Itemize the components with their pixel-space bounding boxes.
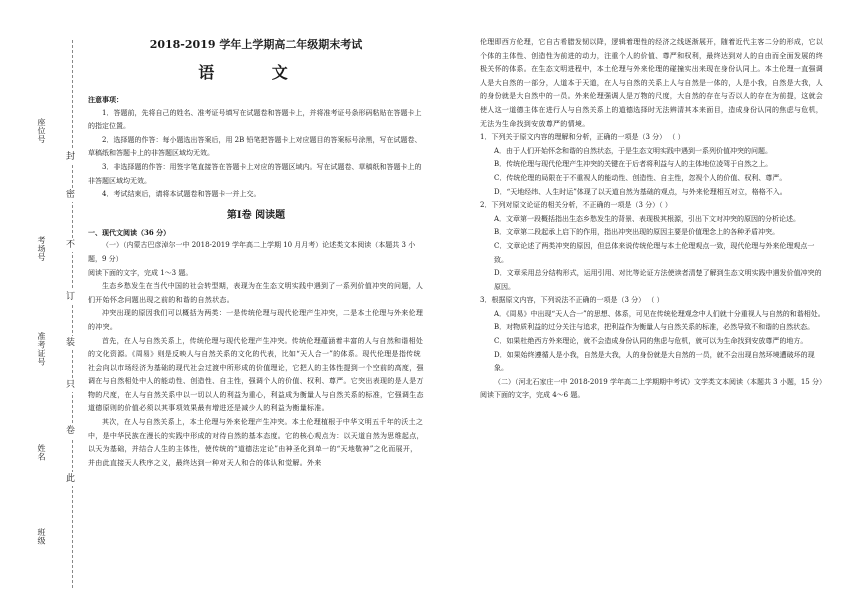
subject-title: 语 文: [198, 63, 314, 82]
question-2-option: D．文章采用总分结构形式，运用引用、对比等论证方法使读者清楚了解到生态文明实践中遇发价值冲突的原因。: [494, 269, 822, 291]
class-field[interactable]: 班级: [37, 528, 46, 545]
question-2: 2．下列对原文论证的相关分析，不正确的一项是（3 分）（ ）: [480, 201, 672, 210]
passage-continuation: 伦理即西方伦理，它自古希腊发韧以降，逻辑着理性的经济之线逐渐展开，随着近代主客二分的形成，它以个体的主体性、创造性为前进的动力，注重个人的价值、尊严和权利，最终达到对人的自由而全面发展的终极关怀的体系。在生态文明进程中，本土伦理与外来伦理的碰撞实出来现在身份认同上。本土伦理一直强调人是大自然的一部分，人道本于天道，在人与自然的关系上人与自然是一体的，人是小我，自然是大我，人的身份就是大自然中的一员。外来伦理强调人是万物的尺度，大自然的存在与否以人的存在为前提，这就会使人这一道德主体在进行人与自然关系上的道德选择时无法辨清其本来面目，造成身份认同的焦虑与危机，无法为生命找到安放尊严的情境。: [480, 38, 824, 128]
seal-char: 不: [66, 240, 76, 250]
part-heading: 一、现代文阅读（36 分）: [88, 227, 171, 237]
exam-title: 2018-2019 学年上学期高二年级期末考试: [149, 38, 363, 51]
question-2-option: C．文章论述了两类冲突的原因，但总体来说传统伦理与本土伦理观点一致，现代伦理与外来伦理观点一致。: [494, 241, 815, 264]
question-3-option: C．如果杜绝西方外来理论，就不会造成身份认同的焦虑与危机，就可以为生命找到安放尊严的地方。: [494, 337, 808, 346]
question-1-option: D．“天地经纬、人生时运”体现了以天道自然为基础的观点，与外来伦理相互对立，格格不入。: [494, 187, 787, 196]
seal-char: 装: [66, 338, 76, 348]
binding-margin: [0, 0, 82, 608]
admission-number-field[interactable]: 准考证号: [37, 332, 46, 366]
notice-item: 2．选择题的作答：每小题选出答案后，用 2B 铅笔把答题卡上对应题目的答案标号涂黑，写在试题卷、草稿纸和答题卡上的非答题区域均无效。: [88, 135, 422, 158]
notice-heading: 注意事项：: [88, 95, 123, 104]
question-3-option: A．《周易》中出现“天人合一”的思想、体系，可见在传统伦理观念中人们就十分重视人与自然的和谐相处。: [494, 309, 825, 318]
seal-char: 订: [66, 292, 76, 302]
right-column: [480, 36, 826, 403]
question-1: 1．下列关于原文内容的理解和分析，正确的一项是（3 分） （ ）: [480, 133, 685, 142]
question-3-option: D．如果始终遵循人是小我，自然是大我，人的身份就是大自然的一员，就不会出现自然环境遭破坏的现象。: [494, 350, 815, 373]
notice-item: 1．答题前，先将自己的姓名、准考证号填写在试题卷和答题卡上，并将准考证号条形码粘贴在答题卡上的指定位置。: [88, 108, 422, 131]
subsection-heading: （二）（河北石家庄一中 2018-2019 学年高二上学期期中考试）文学类文本阅读（本题共 3 小题，15 分）: [494, 377, 826, 386]
seat-number-field[interactable]: 座位号: [37, 118, 46, 144]
exam-room-field[interactable]: 考场号: [37, 236, 46, 262]
seal-char: 卷: [66, 426, 76, 436]
seal-char: 此: [66, 474, 76, 484]
question-2-option: A．文章第一段概括指出生态乡愁发生的背景、表现极其根源，引出下文对冲突的原因的分析论述。: [494, 214, 801, 223]
reading-instruction: 阅读下面的文字，完成 1～3 题。: [88, 268, 193, 277]
seal-char: 封: [66, 152, 76, 162]
section-title: 第Ⅰ卷 阅读题: [226, 209, 286, 221]
seal-char: 密: [66, 190, 76, 200]
passage-paragraph: 生态乡愁发生在当代中国的社会转型期，表现为在生态文明实践中遇到了一系列价值冲突的问题，人们开始怀念问题出现之前的和谐的自然状态。: [88, 282, 424, 304]
seal-char: 只: [66, 380, 76, 390]
question-3-option: B．对物质利益的过分关注与追求，把利益作为衡量人与自然关系的标准，必然导致不和谐的自然状态。: [494, 323, 815, 332]
passage-paragraph: 首先，在人与自然关系上，传统伦理与现代伦理产生冲突。传统伦理蕴涵着丰富的人与自然和谐相处的文化资源。《周易》则是反映人与自然关系的文化的代表，比如“天人合一”的体系。现代伦理是指传统社会向以市场经济为基础的现代社会过渡中所形成的价值理论，它把人的主体性提到一个空前的高度，强调在与自然相处中人的能动性、创造性、自主性，强调个人的价值、权利、尊严。它突出表现的是人是万物的尺度，在人与自然关系中以一切以人的利益为重心，利益成为衡量人与自然关系的标准，它强调生态道德原则的价值必须以其事项效果最有增进还是减少人的利益为衡量标准。: [88, 336, 424, 413]
reading-instruction: 阅读下面的文字，完成 4～6 题。: [480, 391, 585, 400]
notice-item: 3．非选择题的作答：用签字笔直接答在答题卡上对应的答题区域内。写在试题卷、草稿纸和答题卡上的非答题区域均无效。: [88, 162, 422, 185]
seal-line: [72, 40, 73, 588]
left-column: [88, 0, 424, 470]
subsection-heading: （一）（内蒙古巴彦淖尔一中 2018-2019 学年高二上学期 10 月月考）论述类文本阅读（本题共 3 小题，9 分）: [88, 241, 416, 263]
question-2-option: B．文章第二段起承上启下的作用，指出冲突出现的原因主要是价值理念上的各种矛盾冲突。: [494, 228, 780, 237]
name-field[interactable]: 姓名: [37, 444, 46, 461]
passage-paragraph: 其次，在人与自然关系上，本土伦理与外来伦理产生冲突。本土伦理植根于中华文明五千年的沃土之中，是中华民族在漫长的实践中形成的对待自然的基本态度。它的核心观点为：以天道自然为思维起点，以天为基础，并结合人生的主体性，使传统的“道德法定论”由神圣化到单一的“天地敬神”之化而展开，并由此直接天人秩序之义，最终达到一种对天人和合的体认和觉解。外来: [88, 418, 424, 467]
question-1-option: C．传统伦理的局限在于不重视人的能动性、创造性、自主性，忽视个人的价值、权利、尊严。: [494, 173, 787, 182]
notice-item: 4．考试结束后，请将本试题卷和答题卡一并上交。: [102, 190, 261, 199]
question-1-option: B．传统伦理与现代伦理产生冲突的关键在于后者将利益与人的主体地位凌驾于自然之上。: [494, 160, 773, 169]
question-3: 3．根据原文内容，下列说法不正确的一项是（3 分） （ ）: [480, 296, 664, 305]
passage-paragraph: 冲突出现的原因我们可以概括为两类：一是传统伦理与现代伦理产生冲突，二是本土伦理与外来伦理的冲突。: [88, 309, 424, 331]
question-1-option: A．由于人们开始怀念和谐的自然状态，于是生态文明实践中遇到一系列价值冲突的问题。: [494, 146, 773, 155]
